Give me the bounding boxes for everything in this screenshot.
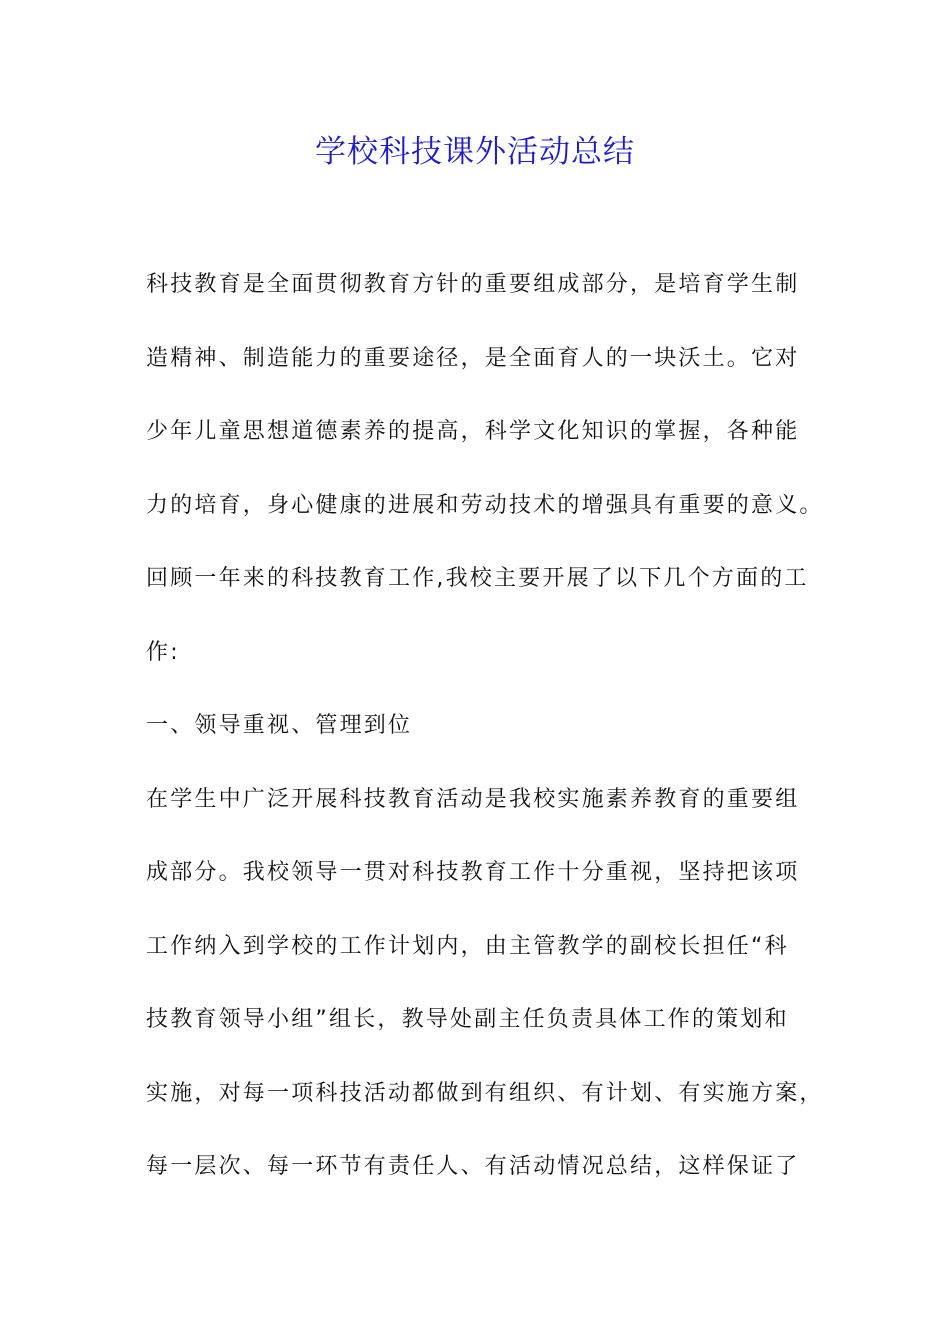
paragraph-line: 力的培育，身心健康的进展和劳动技术的增强具有重要的意义。 <box>146 492 824 518</box>
section-heading: 一、领导重视、管理到位 <box>146 713 413 738</box>
paragraph-line: 回顾一年来的科技教育工作,我校主要开展了以下几个方面的工 <box>146 566 809 591</box>
paragraph-line: 工作纳入到学校的工作计划内，由主管教学的副校长担任“科 <box>146 933 789 959</box>
paragraph-line: 技教育领导小组”组长，教导处副主任负责具体工作的策划和 <box>146 1007 789 1032</box>
paragraph-line: 少年儿童思想道德素养的提高，科学文化知识的掌握，各种能 <box>146 419 800 444</box>
paragraph-line: 造精神、制造能力的重要途径，是全面育人的一块沃土。它对 <box>146 345 800 371</box>
paragraph-line: 作: <box>146 639 180 665</box>
paragraph-line: 在学生中广泛开展科技教育活动是我校实施素养教育的重要组 <box>146 786 800 812</box>
document-title: 学校科技课外活动总结 <box>315 134 635 170</box>
paragraph-line: 每一层次、每一环节有责任人、有活动情况总结，这样保证了 <box>146 1154 800 1179</box>
paragraph-line: 实施，对每一项科技活动都做到有组织、有计划、有实施方案， <box>146 1080 824 1106</box>
paragraph-line: 科技教育是全面贯彻教育方针的重要组成部分，是培育学生制 <box>146 272 800 297</box>
document-body <box>146 265 824 1221</box>
paragraph-line: 成部分。我校领导一贯对科技教育工作十分重视，坚持把该项 <box>146 860 800 885</box>
